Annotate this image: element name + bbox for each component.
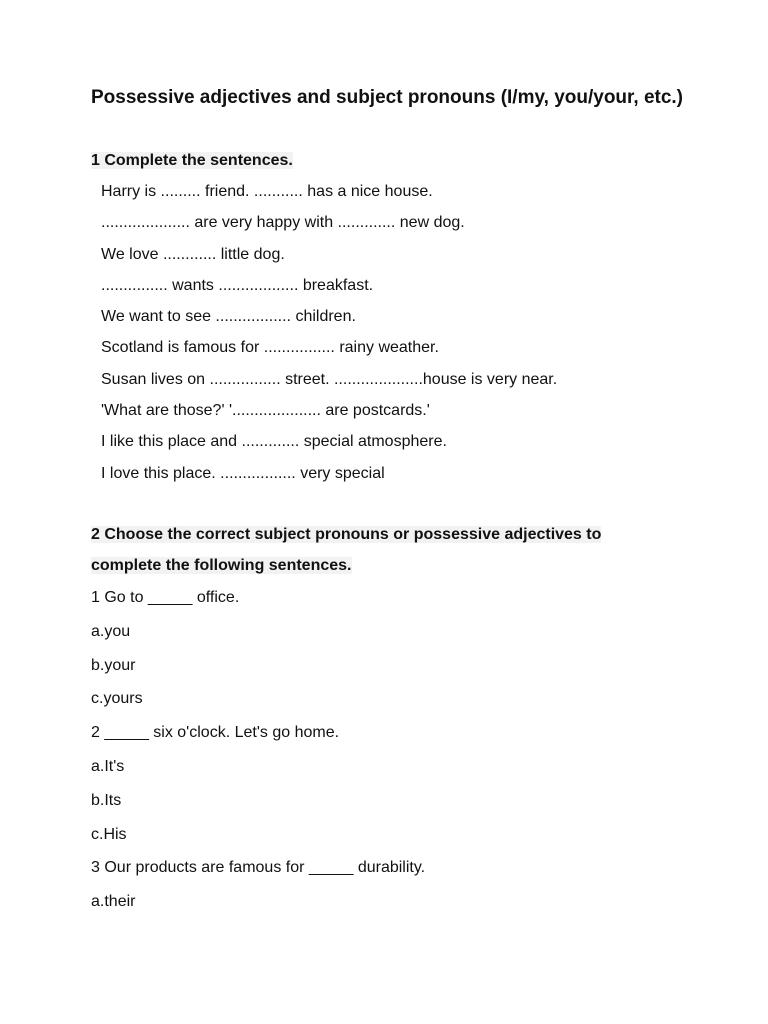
question-text: 1 Go to _____ office.	[91, 589, 240, 606]
list-item: I like this place and ............. special atmosphere.	[101, 433, 447, 451]
answer-option: b.Its	[91, 791, 122, 809]
question-text: 2 _____ six o'clock. Let's go home.	[91, 724, 340, 742]
list-item: .................... are very happy with ............. new dog.	[101, 214, 465, 232]
list-item: Harry is ......... friend. ........... has a nice house.	[101, 183, 433, 200]
question-text: 3 Our products are famous for _____ durability.	[91, 859, 426, 877]
answer-option: a.you	[91, 622, 131, 640]
list-item: We want to see ................. children.	[101, 308, 356, 326]
list-item: ............... wants .................. breakfast.	[101, 276, 374, 294]
section-1-heading	[91, 145, 293, 176]
section-2-question-list	[91, 581, 425, 919]
list-item: We love ............ little dog.	[101, 245, 285, 263]
answer-option: c.yours	[91, 690, 143, 708]
section-2-heading-line-1: 2 Choose the correct subject pronouns or possessive adjectives to	[91, 526, 602, 543]
list-item: I love this place. ................. very special	[101, 464, 385, 482]
list-item: 'What are those?' '.................... are postcards.'	[101, 402, 430, 420]
page-title: Possessive adjectives and subject pronouns (I/my, you/your, etc.)	[91, 87, 684, 108]
section-2-heading-line-2: complete the following sentences.	[91, 557, 352, 574]
answer-option: a.their	[91, 893, 136, 911]
answer-option: a.It's	[91, 757, 125, 775]
list-item: Scotland is famous for ................ rainy weather.	[101, 339, 439, 357]
section-1-sentence-list	[101, 176, 557, 489]
section-2-heading	[91, 519, 691, 581]
answer-option: c.His	[91, 825, 127, 843]
answer-option: b.your	[91, 656, 136, 674]
list-item: Susan lives on ................ street. ....................house is very near.	[101, 370, 558, 388]
section-1-heading-text: 1 Complete the sentences.	[91, 152, 293, 169]
